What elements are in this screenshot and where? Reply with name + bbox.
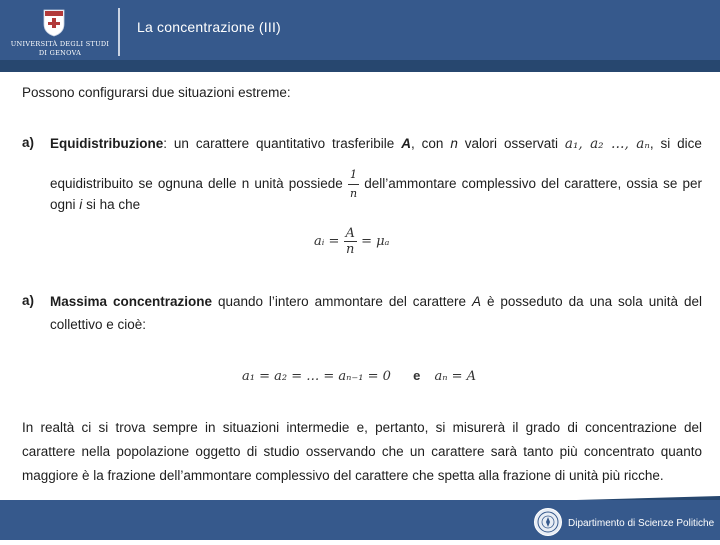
section-a-line3-var: i (79, 197, 83, 212)
department-label: Dipartimento di Scienze Politiche (568, 518, 715, 529)
conclusion-line2: carattere nella popolazione oggetto di studio osservando che un carattere sarà tanto più concentrato quanto (22, 444, 702, 459)
section-a-line2-after: dell’ammontare complessivo del carattere, ossia se per (364, 176, 702, 192)
conclusion-line3: maggiore è la frazione dell’ammontare complessivo del carattere che spetta alla frazione di unità più ricche. (22, 468, 664, 483)
slide-title: La concentrazione (III) (137, 19, 281, 35)
section-a-line1 (50, 135, 702, 153)
section-a-values: a₁, a₂ …, aₙ (564, 136, 650, 152)
section-a-fraction (348, 166, 359, 203)
section-a-term: Equidistribuzione (50, 136, 164, 151)
section-a-line1-after: valori osservati (464, 136, 558, 151)
fraction-denominator: n (349, 187, 358, 200)
conclusion-line1: In realtà ci si trova sempre in situazioni intermedie e, pertanto, si misurerà il grado di concentrazione del (22, 420, 702, 435)
section-a-A: A (401, 136, 411, 151)
section-a-n: n (450, 136, 458, 151)
section-a-line2 (50, 166, 702, 203)
section-b-term: Massima concentrazione (50, 294, 212, 309)
section-b-line1 (50, 293, 702, 311)
section-b-line2: collettivo e cioè: (50, 317, 147, 332)
formula-right: aₙ = A (434, 369, 477, 384)
formula-fraction (344, 226, 357, 257)
logo-text-line2: DI GENOVA (38, 49, 82, 57)
equidistribution-formula (314, 226, 389, 257)
max-concentration-formula (242, 368, 476, 384)
formula-left: a₁ = a₂ = … = aₙ₋₁ = 0 (242, 369, 391, 384)
department-seal-icon (534, 508, 562, 536)
section-a-line3-text: ogni (50, 197, 76, 212)
section-b-A: A (472, 294, 482, 309)
section-b-line1-before: quando l’intero ammontare del carattere (217, 294, 467, 309)
formula-lhs: aᵢ = (314, 234, 340, 249)
section-a-line2-before: equidistribuito se ognuna delle n unità possiede (50, 176, 343, 192)
formula-rhs: = μₐ (361, 234, 390, 249)
section-b-marker: a) (22, 293, 35, 308)
formula-numerator: A (345, 226, 355, 241)
section-a-line1-text: : un carattere quantitativo trasferibile (163, 136, 395, 151)
logo-separator (118, 8, 120, 56)
university-logo (0, 0, 120, 72)
logo-text-line1: UNIVERSITÀ DEGLI STUDI (10, 40, 110, 48)
formula-denominator: n (346, 242, 355, 257)
section-b-line1-after: è posseduto da una sola unità del (486, 294, 702, 309)
section-a-marker: a) (22, 135, 35, 150)
fraction-numerator: 1 (348, 166, 359, 185)
section-a-line3 (50, 196, 140, 214)
intro-text: Possono configurarsi due situazioni estreme: (22, 85, 291, 100)
formula-conjunction: e (413, 368, 421, 383)
section-a-line1-end: , si dice (649, 136, 702, 151)
section-a-line3-end: si ha che (86, 197, 141, 212)
section-a-line1-between: , con (410, 136, 444, 151)
